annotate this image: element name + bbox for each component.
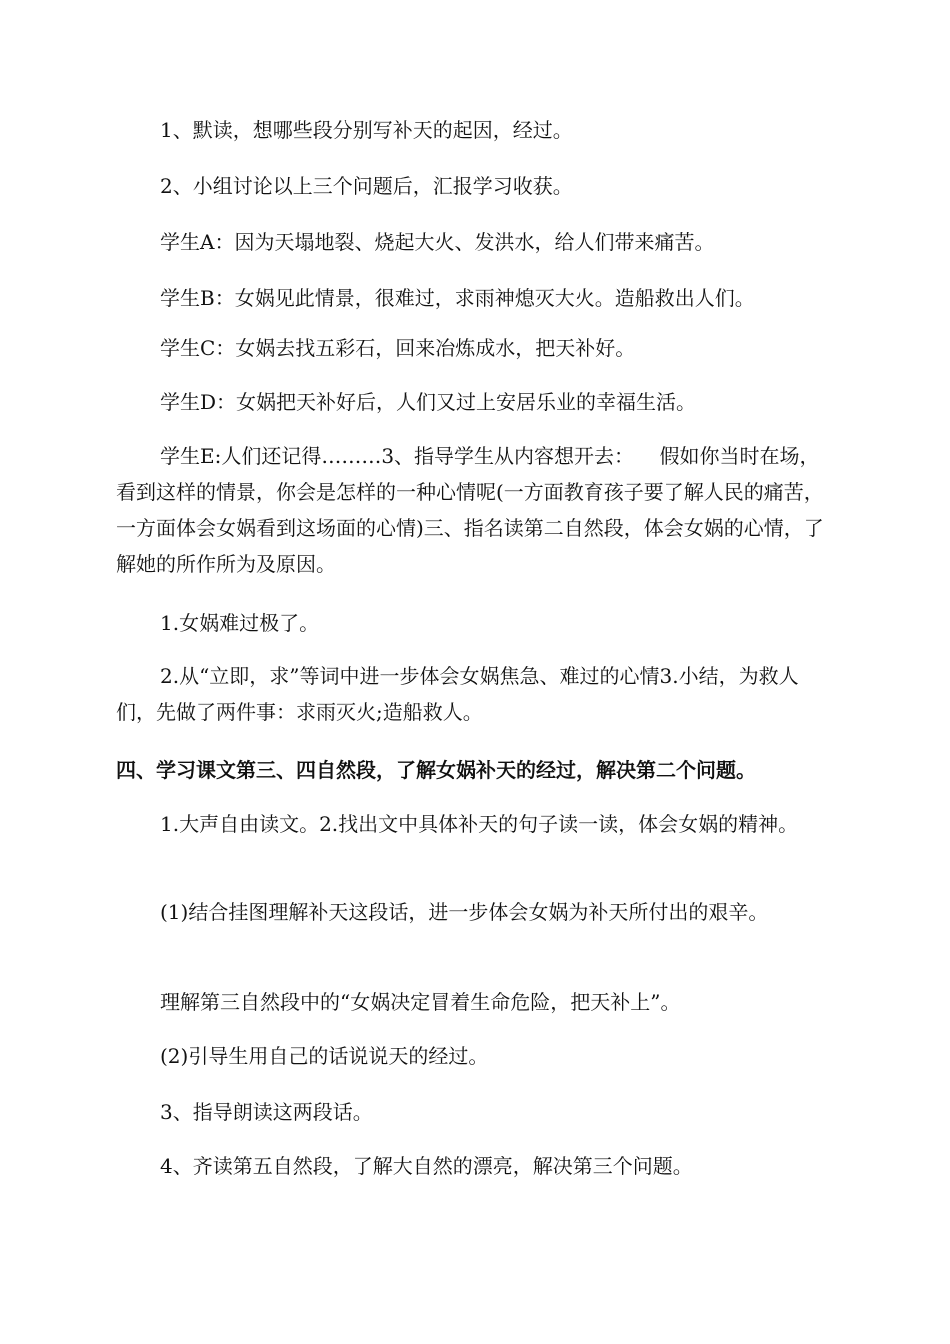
paragraph-student-d: 学生D：女娲把天补好后，人们又过上安居乐业的幸福生活。 [160,390,697,414]
paragraph-read-fifth: 4、齐读第五自然段，了解大自然的漂亮，解决第三个问题。 [160,1154,693,1178]
paragraph-student-e: 学生E:人们还记得………3、指导学生从内容想开去： 假如你当时在场，看到这样的情景，你会是怎样的一种心情呢(一方面教育孩子要了解人民的痛苦，一方面体会女娲看到这场面的心情)三、指名读第二自然段，体会女娲的心情，了解她的所作所为及原因。 [116,444,824,576]
paragraph-student-b: 学生B：女娲见此情景，很难过，求雨神熄灭大火。造船救出人们。 [160,286,755,310]
paragraph-own-words: (2)引导生用自己的话说说天的经过。 [160,1044,489,1068]
paragraph-student-a: 学生A：因为天塌地裂、烧起大火、发洪水，给人们带来痛苦。 [160,230,715,254]
paragraph-understand-third: 理解第三自然段中的“女娲决定冒着生命危险，把天补上”。 [160,990,681,1014]
section-heading: 四、学习课文第三、四自然段，了解女娲补天的经过，解决第二个问题。 [116,758,756,782]
paragraph-group-discussion: 2、小组讨论以上三个问题后，汇报学习收获。 [160,174,573,198]
paragraph-words-summary: 2.从“立即，求”等词中进一步体会女娲焦急、难过的心情3.小结，为救人们，先做了两件事：求雨灭火;造船救人。 [116,664,799,724]
paragraph-wall-chart: (1)结合挂图理解补天这段话，进一步体会女娲为补天所付出的艰辛。 [160,900,769,924]
paragraph-guide-reading: 3、指导朗读这两段话。 [160,1100,373,1124]
paragraph-nuwa-sad: 1.女娲难过极了。 [160,611,320,635]
paragraph-silent-reading: 1、默读，想哪些段分别写补天的起因，经过。 [160,118,573,142]
paragraph-student-c: 学生C：女娲去找五彩石，回来冶炼成水，把天补好。 [160,336,636,360]
paragraph-read-aloud: 1.大声自由读文。2.找出文中具体补天的句子读一读，体会女娲的精神。 [160,812,799,836]
